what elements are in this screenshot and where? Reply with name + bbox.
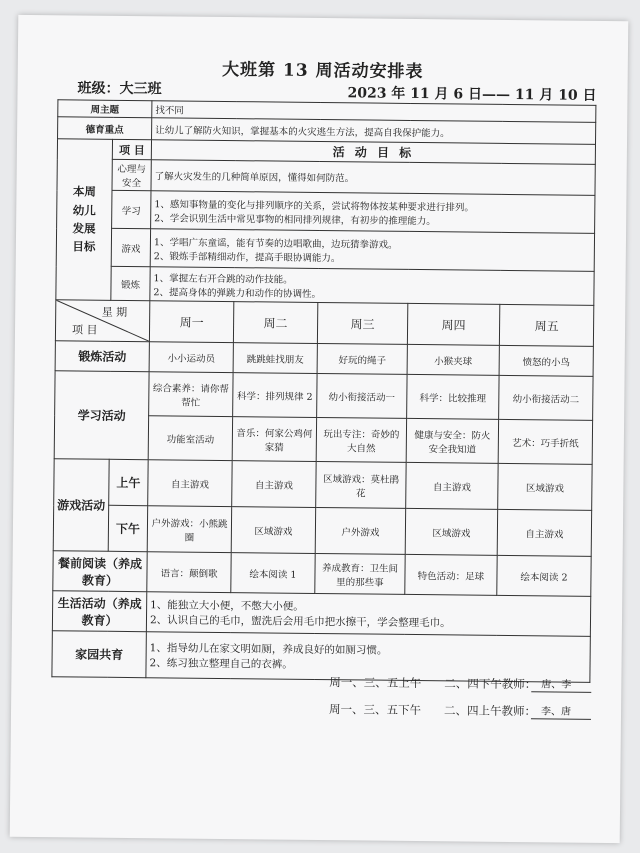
- exercise-cell: 好玩的绳子: [317, 343, 407, 374]
- play-am-row: [54, 459, 593, 511]
- reading-cell: 养成教育：卫生间里的那些事: [315, 553, 405, 594]
- learning-label: 学习活动: [54, 371, 149, 460]
- goal-text: 1、感知事物量的变化与排列顺序的关系，尝试将物体按某种要求进行排列。 2、学会识别生活中常见事物的相同排列规律，有初步的推理能力。: [151, 191, 595, 234]
- goal-name: 锻炼: [111, 266, 150, 300]
- life-label: 生活活动（养成教育）: [52, 591, 146, 632]
- life-row: [52, 591, 590, 637]
- home-label: 家园共育: [52, 631, 146, 678]
- theme-label: 周主题: [58, 100, 152, 118]
- goal-name: 学习: [112, 190, 151, 228]
- page-title: 大班第 13 周活动安排表: [221, 59, 424, 83]
- learning-cell: 功能室活动: [148, 416, 232, 461]
- day-header: 周五: [499, 304, 593, 346]
- goal-text: 了解火灾发生的几种简单原因，懂得如何防范。: [151, 160, 595, 196]
- exercise-cell: 小小运动员: [149, 342, 233, 373]
- day-header: 周三: [317, 302, 407, 344]
- learning-cell: 科学：排列规律 2: [233, 373, 317, 418]
- days-header-row: [55, 300, 593, 347]
- exercise-cell: 愤怒的小鸟: [499, 345, 593, 376]
- home-row: [52, 631, 591, 683]
- learning-cell: 健康与安全：防火安全我知道: [406, 418, 498, 463]
- moral-label: 德育重点: [58, 117, 152, 140]
- play-pm-row: [53, 505, 592, 557]
- schedule-sheet: [10, 15, 629, 843]
- goal-row: [57, 190, 595, 234]
- play-cell: 区域游戏: [231, 507, 315, 554]
- play-cell: 区域游戏: [405, 508, 497, 555]
- play-cell: 户外游戏：小熊跳圈: [147, 506, 231, 553]
- learning-row: [55, 371, 593, 421]
- day-header: 周二: [233, 302, 317, 344]
- learning-cell: 玩出专注：奇妙的大自然: [316, 417, 406, 462]
- play-label: 游戏活动: [53, 459, 109, 552]
- week-project-header: [55, 300, 149, 342]
- header-project: 项 目: [71, 323, 98, 337]
- header-week: 星 期: [101, 305, 128, 319]
- play-cell: 区域游戏: [498, 463, 593, 510]
- schedule-table: [51, 99, 596, 683]
- play-cell: 户外游戏: [315, 507, 405, 554]
- learning-cell: 幼小衔接活动二: [499, 375, 594, 420]
- reading-label: 餐前阅读（养成教育）: [53, 551, 147, 592]
- reading-cell: 语言：颠倒歌: [147, 552, 231, 593]
- life-text: 1、能独立大小便，不憋大小便。 2、认识自己的毛巾，盥洗后会用毛巾把水擦干，学会整理毛巾。: [146, 592, 590, 637]
- home-text: 1、指导幼儿在家文明如厕，养成良好的如厕习惯。 2、练习独立整理自己的衣裤。: [146, 632, 591, 683]
- exercise-cell: 小猴夹球: [407, 344, 499, 375]
- class-label: 班级：大三班: [77, 80, 162, 98]
- learning-cell: 艺术：巧手折纸: [498, 419, 593, 464]
- exercise-cell: 跳跳蛙找朋友: [233, 343, 317, 374]
- goals-col-project: 项 目: [112, 139, 151, 159]
- theme-value: 找不同: [152, 101, 596, 123]
- goal-row: [56, 266, 594, 306]
- play-cell: 自主游戏: [497, 509, 592, 556]
- teacher-signature-2: 李、唐: [540, 706, 572, 718]
- learning-cell: 音乐：何家公鸡何家猜: [232, 417, 316, 462]
- day-header: 周一: [149, 301, 233, 343]
- reading-row: [53, 551, 591, 597]
- teacher-line-1: 周一、三、五上午 二、四下午教师：: [329, 675, 537, 692]
- date-range: 2023 年 11 月 6 日—— 11 月 10 日: [347, 85, 597, 104]
- reading-cell: 绘本阅读 2: [497, 555, 591, 596]
- exercise-label: 锻炼活动: [55, 341, 149, 372]
- learning-cell: 科学：比较推理: [407, 374, 499, 419]
- learning-cell: 综合素养：请你帮帮忙: [149, 372, 233, 417]
- goal-name: 心理与安全: [112, 159, 151, 190]
- teacher-signature-1: 唐、李: [541, 679, 572, 691]
- play-cell: 自主游戏: [232, 461, 316, 508]
- goal-row: [56, 228, 594, 272]
- teacher-line-2: 周一、三、五下午 二、四上午教师：: [328, 702, 537, 719]
- play-cell: 自主游戏: [406, 462, 498, 509]
- play-cell: 自主游戏: [148, 460, 232, 507]
- goal-text: 1、学唱广东童谣，能有节奏的边唱歌曲，边玩猜拳游戏。 2、锻炼手部精细动作，提高手眼协调能力。: [150, 229, 594, 272]
- reading-cell: 特色活动：足球: [405, 554, 497, 595]
- day-header: 周四: [407, 303, 499, 345]
- goals-section-label: 本周 幼儿 发展 目标: [56, 139, 113, 301]
- goals-col-target: 活 动 目 标: [151, 140, 595, 165]
- signature-underline: [531, 691, 591, 693]
- reading-cell: 绘本阅读 1: [231, 553, 315, 594]
- goal-text: 1、掌握左右开合跳的动作技能。 2、提高身体的弹跳力和动作的协调性。: [150, 267, 594, 306]
- play-cell: 区域游戏：莫杜鹃花: [316, 461, 406, 508]
- signature-underline: [531, 718, 591, 720]
- play-pm-label: 下午: [108, 505, 147, 551]
- goal-name: 游戏: [111, 228, 150, 266]
- moral-value: 让幼儿了解防火知识，掌握基本的火灾逃生方法，提高自我保护能力。: [152, 118, 596, 145]
- learning-cell: 幼小衔接活动一: [317, 373, 407, 418]
- play-am-label: 上午: [109, 459, 148, 505]
